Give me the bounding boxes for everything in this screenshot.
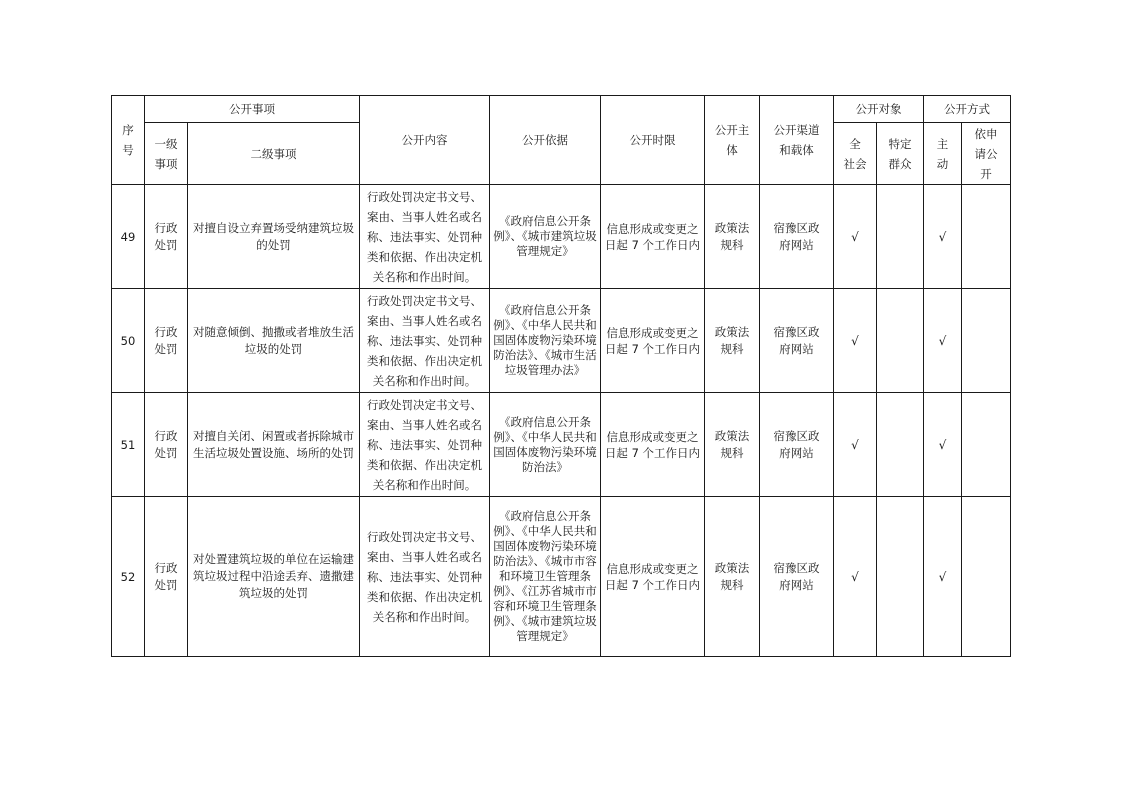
cell-time-limit: 信息形成或变更之日起 7 个工作日内 xyxy=(601,185,705,289)
header-method-group: 公开方式 xyxy=(924,96,1011,123)
header-method-active: 主 动 xyxy=(924,123,962,185)
cell-content: 行政处罚决定书文号、案由、当事人姓名或名称、违法事实、处罚种类和依据、作出决定机关名称和作出时间。 xyxy=(360,185,490,289)
cell-method-request xyxy=(962,185,1011,289)
header-seq: 序 号 xyxy=(112,96,145,185)
check-mark-method-active: √ xyxy=(924,185,962,289)
cell-subject: 政策法 规科 xyxy=(705,497,760,657)
cell-channel: 宿豫区政 府网站 xyxy=(760,393,834,497)
cell-level1: 行政 处罚 xyxy=(145,393,188,497)
check-mark-target-all: √ xyxy=(834,393,877,497)
cell-target-specific xyxy=(877,497,924,657)
cell-channel: 宿豫区政 府网站 xyxy=(760,497,834,657)
header-channel: 公开渠道 和载体 xyxy=(760,96,834,185)
cell-level2: 对擅自设立弃置场受纳建筑垃圾的处罚 xyxy=(188,185,360,289)
cell-basis: 《政府信息公开条例》、《中华人民共和国固体废物污染环境防治法》、《城市市容和环境卫生管理条例》、《江苏省城市市容和环境卫生管理条例》、《城市建筑垃圾管理规定》 xyxy=(490,497,601,657)
cell-time-limit: 信息形成或变更之日起 7 个工作日内 xyxy=(601,289,705,393)
cell-level2: 对处置建筑垃圾的单位在运输建筑垃圾过程中沿途丢弃、遗撒建筑垃圾的处罚 xyxy=(188,497,360,657)
check-mark-target-all: √ xyxy=(834,289,877,393)
header-content: 公开内容 xyxy=(360,96,490,185)
cell-target-specific xyxy=(877,185,924,289)
cell-time-limit: 信息形成或变更之日起 7 个工作日内 xyxy=(601,393,705,497)
disclosure-table xyxy=(111,95,1011,657)
cell-channel: 宿豫区政 府网站 xyxy=(760,185,834,289)
cell-time-limit: 信息形成或变更之日起 7 个工作日内 xyxy=(601,497,705,657)
cell-method-request xyxy=(962,393,1011,497)
header-level1: 一级 事项 xyxy=(145,123,188,185)
cell-seq: 50 xyxy=(112,289,145,393)
check-mark-target-all: √ xyxy=(834,497,877,657)
table-row xyxy=(112,289,1011,393)
header-subject: 公开主 体 xyxy=(705,96,760,185)
header-row-top xyxy=(112,96,1011,123)
table-header xyxy=(112,96,1011,185)
table-row xyxy=(112,185,1011,289)
cell-content: 行政处罚决定书文号、案由、当事人姓名或名称、违法事实、处罚种类和依据、作出决定机关名称和作出时间。 xyxy=(360,497,490,657)
cell-target-specific xyxy=(877,393,924,497)
header-target-group: 公开对象 xyxy=(834,96,924,123)
header-item-group: 公开事项 xyxy=(145,96,360,123)
table-body xyxy=(112,185,1011,657)
cell-method-request xyxy=(962,289,1011,393)
check-mark-method-active: √ xyxy=(924,497,962,657)
cell-level1: 行政 处罚 xyxy=(145,185,188,289)
cell-level2: 对擅自关闭、闲置或者拆除城市生活垃圾处置设施、场所的处罚 xyxy=(188,393,360,497)
check-mark-target-all: √ xyxy=(834,185,877,289)
cell-content: 行政处罚决定书文号、案由、当事人姓名或名称、违法事实、处罚种类和依据、作出决定机关名称和作出时间。 xyxy=(360,393,490,497)
header-time-limit: 公开时限 xyxy=(601,96,705,185)
table-row xyxy=(112,393,1011,497)
cell-level1: 行政 处罚 xyxy=(145,289,188,393)
cell-seq: 52 xyxy=(112,497,145,657)
cell-subject: 政策法 规科 xyxy=(705,393,760,497)
header-level2: 二级事项 xyxy=(188,123,360,185)
cell-level2: 对随意倾倒、抛撒或者堆放生活垃圾的处罚 xyxy=(188,289,360,393)
cell-channel: 宿豫区政 府网站 xyxy=(760,289,834,393)
cell-basis: 《政府信息公开条例》、《中华人民共和国固体废物污染环境防治法》、《城市生活垃圾管理办法》 xyxy=(490,289,601,393)
header-basis: 公开依据 xyxy=(490,96,601,185)
check-mark-method-active: √ xyxy=(924,289,962,393)
table-row xyxy=(112,497,1011,657)
cell-seq: 51 xyxy=(112,393,145,497)
header-target-specific: 特定 群众 xyxy=(877,123,924,185)
cell-subject: 政策法 规科 xyxy=(705,185,760,289)
cell-level1: 行政 处罚 xyxy=(145,497,188,657)
header-method-request: 依申 请公 开 xyxy=(962,123,1011,185)
cell-seq: 49 xyxy=(112,185,145,289)
header-target-all: 全 社会 xyxy=(834,123,877,185)
check-mark-method-active: √ xyxy=(924,393,962,497)
cell-basis: 《政府信息公开条例》、《中华人民共和国固体废物污染环境防治法》 xyxy=(490,393,601,497)
cell-content: 行政处罚决定书文号、案由、当事人姓名或名称、违法事实、处罚种类和依据、作出决定机关名称和作出时间。 xyxy=(360,289,490,393)
cell-subject: 政策法 规科 xyxy=(705,289,760,393)
cell-target-specific xyxy=(877,289,924,393)
cell-basis: 《政府信息公开条例》、《城市建筑垃圾管理规定》 xyxy=(490,185,601,289)
cell-method-request xyxy=(962,497,1011,657)
